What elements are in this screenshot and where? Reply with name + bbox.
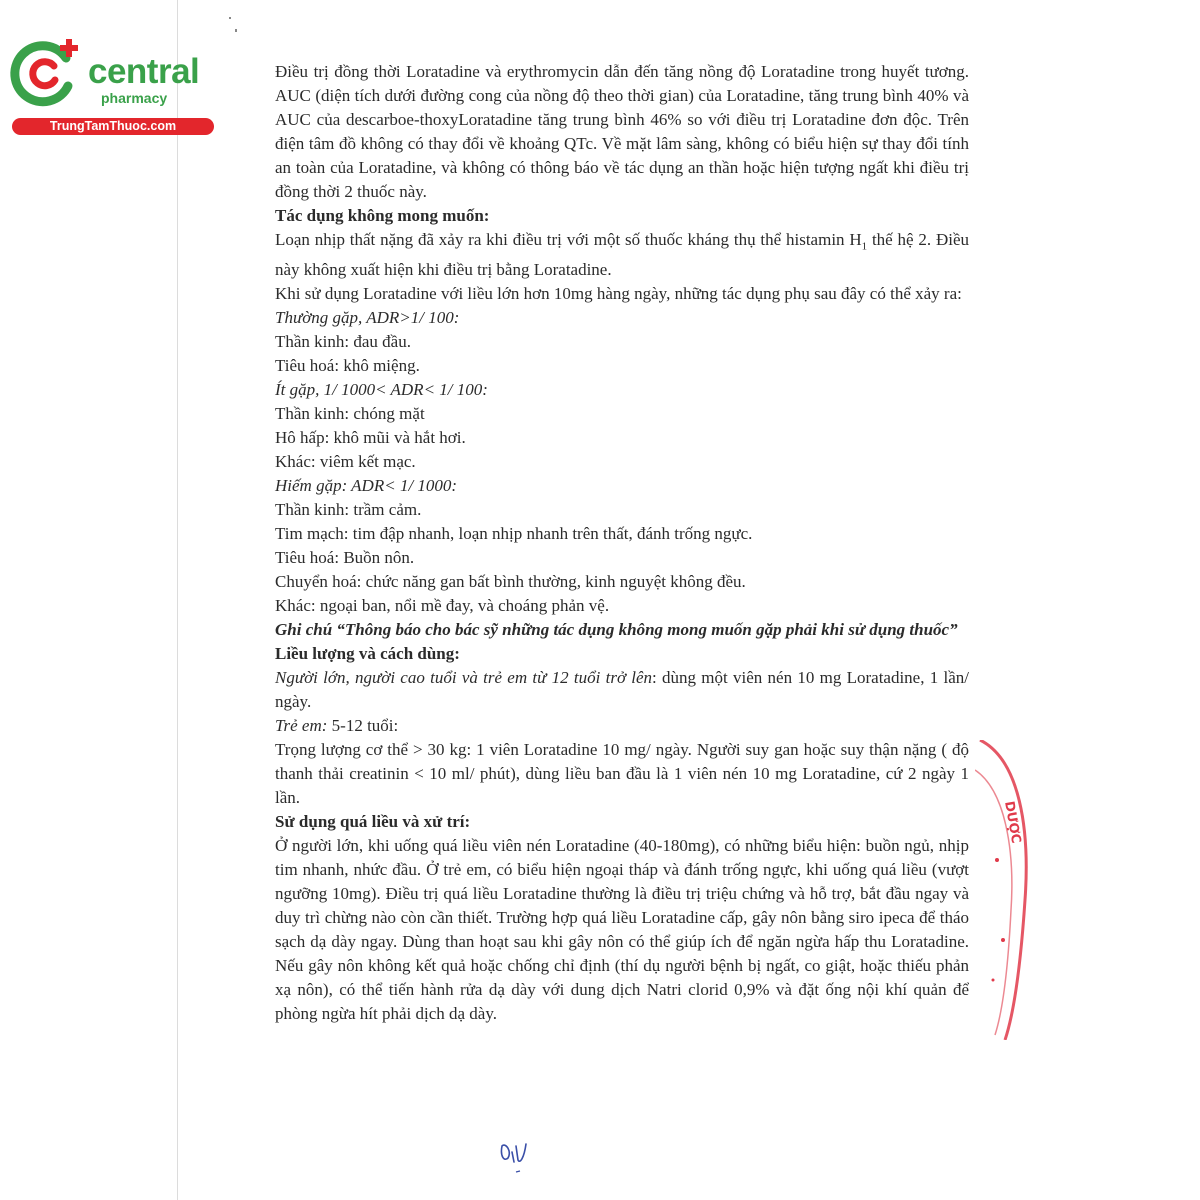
list-item: Tiêu hoá: Buồn nôn.	[275, 548, 415, 568]
pharmacy-stamp	[975, 740, 1035, 1040]
list-item: Thần kinh: trầm cảm.	[275, 500, 422, 520]
histamine-subscript: 1	[861, 240, 868, 253]
list-item: Tiêu hoá: khô miệng.	[275, 356, 420, 376]
doctor-note: Ghi chú “Thông báo cho bác sỹ những tác dụng không mong muốn gặp phải khi sử dụng thuốc”	[275, 620, 958, 640]
list-item: Thần kinh: đau đầu.	[275, 332, 411, 352]
child-text: 5-12 tuổi:	[327, 716, 399, 736]
document-body	[275, 60, 969, 1026]
dosage-adult	[275, 666, 969, 714]
list-item: Khác: viêm kết mạc.	[275, 452, 416, 472]
dosage-weight: Trọng lượng cơ thể > 30 kg: 1 viên Loratadine 10 mg/ ngày. Người suy gan hoặc suy thận nặng ( độ thanh thải creatinin < 10 ml/ phút), dùng liều ban đầu là 1 viên nén 10 mg Loratadine, cứ 2 ngày 1 lần.	[275, 740, 969, 808]
overdose-heading: Sử dụng quá liều và xử trí:	[275, 812, 471, 832]
dosage-child	[275, 714, 969, 738]
side-effects-paragraph-1	[275, 228, 969, 282]
stamp-text: DƯỢC	[1001, 800, 1024, 845]
list-item: Chuyển hoá: chức năng gan bất bình thường, kinh nguyệt không đều.	[275, 572, 746, 592]
side-effects-heading: Tác dụng không mong muốn:	[275, 206, 490, 225]
dosage-heading: Liều lượng và cách dùng:	[275, 644, 460, 664]
list-item: Tim mạch: tim đập nhanh, loạn nhịp nhanh trên thất, đánh trống ngực.	[275, 524, 753, 544]
brand-url[interactable]: TrungTamThuoc.com	[12, 118, 214, 135]
common-label: Thường gặp, ADR>1/ 100:	[275, 308, 460, 328]
list-item: Hô hấp: khô mũi và hắt hơi.	[275, 428, 466, 448]
brand-name: central	[88, 52, 200, 91]
side-effects-paragraph-2: Khi sử dụng Loratadine với liều lớn hơn 10mg hàng ngày, những tác dụng phụ sau đây có thể xảy ra:	[275, 284, 962, 304]
scan-speck	[229, 17, 231, 19]
brand-subtitle: pharmacy	[101, 90, 168, 106]
adult-text: : dùng một viên nén 10 mg Loratadine, 1 lần/ ngày.	[275, 668, 969, 712]
rare-label: Hiếm gặp: ADR< 1/ 1000:	[275, 476, 458, 496]
handwritten-initials	[498, 1138, 530, 1178]
scan-speck	[235, 29, 237, 32]
side-effects-text-before: Loạn nhịp thất nặng đã xảy ra khi điều trị với một số thuốc kháng thụ thể histamin H	[275, 230, 862, 249]
list-item: Khác: ngoại ban, nổi mề đay, và choáng phản vệ.	[275, 596, 610, 616]
intro-paragraph: Điều trị đồng thời Loratadine và erythromycin dẫn đến tăng nồng độ Loratadine trong huyết tương. AUC (diện tích dưới đường cong của nồng độ theo thời gian) của Loratadine, tăng trung bình 40% và AUC của descarboe-thoxyLoratadine tăng trung bình 46% so với điều trị Loratadine đơn độc. Trên điện tâm đồ không có thay đổi về khoảng QTc. Về mặt lâm sàng, không có biểu hiện sự thay đổi tính an toàn của Loratadine, và không có thông báo về tác dụng an thần hoặc hiện tượng ngất khi điều trị đồng thời 2 thuốc này.	[275, 62, 969, 201]
uncommon-label: Ít gặp, 1/ 1000< ADR< 1/ 100:	[275, 380, 488, 400]
adult-label: Người lớn, người cao tuổi và trẻ em từ 12 tuổi trở lên	[275, 668, 653, 688]
overdose-paragraph: Ở người lớn, khi uống quá liều viên nén Loratadine (40-180mg), có những biểu hiện: buồn ngủ, nhịp tim nhanh, nhức đầu. Ở trẻ em, có biểu hiện ngoại tháp và đánh trống ngực, khi uống quá liều (vượt ngưỡng 10mg). Điều trị quá liều Loratadine thường là điều trị triệu chứng và hỗ trợ, bắt đầu ngay và duy trì chừng nào còn cần thiết. Trường hợp quá liều Loratadine cấp, gây nôn bằng siro ipeca để tháo sạch dạ dày ngay. Dùng than hoạt sau khi gây nôn có thể giúp ích để ngăn ngừa hấp thu Loratadine. Nếu gây nôn không kết quả hoặc chống chỉ định (thí dụ người bệnh bị ngất, co giật, hoặc thiếu phản xạ nôn), có thể tiến hành rửa dạ dày với dung dịch Natri clorid 0,9% và đặt ống nội khí quản để phòng ngừa hít phải dịch dạ dày.	[275, 836, 969, 1024]
pharmacy-cross-icon	[8, 36, 88, 108]
page-edge	[177, 0, 178, 1200]
list-item: Thần kinh: chóng mặt	[275, 404, 425, 424]
central-pharmacy-logo[interactable]	[8, 36, 218, 136]
side-effects-text-after: thế hệ 2. Điều này không xuất hiện khi điều trị bằng Loratadine.	[275, 230, 970, 280]
child-label: Trẻ em:	[275, 716, 328, 736]
